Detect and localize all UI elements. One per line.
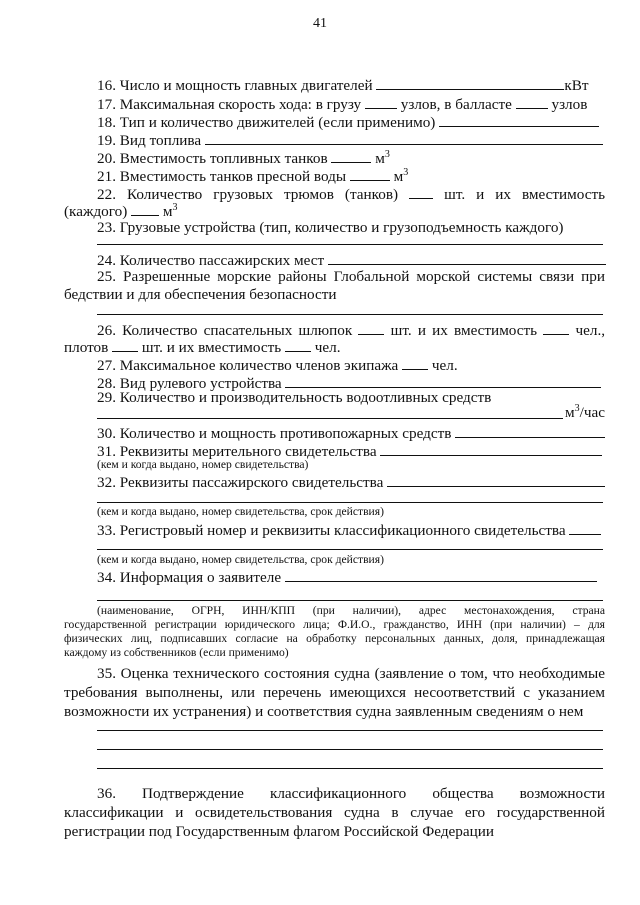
- item-34-note-line3: физических лиц, подписавших согласие на обработку персональных данных, доля, принадлежащая: [64, 632, 605, 645]
- item-32-label: 32. Реквизиты пассажирского свидетельства: [97, 474, 384, 491]
- item-26-label-e: шт. и их вместимость: [141, 339, 282, 356]
- item-17-label-c: узлов: [551, 96, 588, 113]
- item-33-blank[interactable]: [569, 520, 601, 535]
- item-20-unit: м: [375, 150, 385, 167]
- item-27-label-a: 27. Максимальное количество членов экипажа: [97, 357, 399, 374]
- item-35-line3: возможности их устранения) и соответствия судна заявленным сведениям о нем: [64, 703, 584, 720]
- item-17-blank-ballast[interactable]: [516, 94, 548, 109]
- item-22-label-a: 22. Количество грузовых трюмов (танков): [97, 186, 399, 203]
- item-17-label-b: узлов, в балласте: [400, 96, 512, 113]
- item-20: [97, 148, 390, 168]
- item-24-blank[interactable]: [328, 250, 606, 265]
- item-17: [97, 94, 587, 114]
- item-23: [97, 219, 563, 237]
- item-36-line3: регистрации под Государственным флагом Российской Федерации: [64, 823, 495, 840]
- item-34-note-line1: (наименование, ОГРН, ИНН/КПП (при наличии), адрес местонахождения, страна: [97, 604, 605, 617]
- item-22-unit: м: [162, 203, 173, 220]
- item-16: [97, 75, 589, 95]
- item-35-blank-1[interactable]: [97, 730, 603, 731]
- item-28-label: 28. Вид рулевого устройства: [97, 375, 282, 392]
- item-21-unit-sup: 3: [403, 166, 409, 178]
- item-21-blank[interactable]: [350, 166, 390, 181]
- item-19: [97, 130, 603, 150]
- item-26-label-a: 26. Количество спасательных шлюпок: [97, 322, 353, 339]
- item-29-unit-m: м: [565, 404, 575, 421]
- item-32-note: (кем и когда выдано, номер свидетельства, срок действия): [97, 505, 384, 518]
- item-19-blank[interactable]: [205, 130, 603, 145]
- item-26-blank-boat-capacity[interactable]: [543, 320, 569, 335]
- item-22-blank-count[interactable]: [409, 184, 433, 199]
- item-31-blank[interactable]: [380, 441, 602, 456]
- item-20-unit-sup: 3: [384, 148, 390, 160]
- item-36-line1: 36. Подтверждение классификационного общества возможности: [97, 785, 605, 802]
- item-19-label: 19. Вид топлива: [97, 132, 202, 149]
- item-25-line1: 25. Разрешенные морские районы Глобальной морской системы связи при: [97, 268, 605, 285]
- item-29: [97, 389, 491, 407]
- item-35-line1: 35. Оценка технического состояния судна (заявление о том, что необходимые: [97, 665, 605, 682]
- item-24-label: 24. Количество пассажирских мест: [97, 252, 325, 269]
- item-26-label-c: чел.,: [575, 322, 606, 339]
- item-16-label: 16. Число и мощность главных двигателей: [97, 77, 373, 94]
- item-22-line2: [64, 201, 177, 221]
- item-26-blank-rafts[interactable]: [112, 337, 138, 352]
- item-34-blank-2[interactable]: [97, 600, 603, 601]
- item-30: [97, 423, 605, 443]
- item-35-blank-3[interactable]: [97, 768, 603, 769]
- item-31-label: 31. Реквизиты мерительного свидетельства: [97, 443, 377, 460]
- page-number: 41: [313, 16, 327, 31]
- item-20-label: 20. Вместимость топливных танков: [97, 150, 328, 167]
- item-34-label: 34. Информация о заявителе: [97, 569, 282, 586]
- item-22-label-c: (каждого): [64, 203, 128, 220]
- item-34-blank[interactable]: [285, 567, 597, 582]
- item-36-line2: классификации и освидетельствования судна в случае его государственной: [64, 804, 605, 821]
- item-33-label: 33. Регистровый номер и реквизиты классификационного свидетельства: [97, 522, 566, 539]
- item-26-blank-boats[interactable]: [358, 320, 384, 335]
- item-18-blank[interactable]: [439, 112, 599, 127]
- item-22-blank-capacity[interactable]: [131, 201, 159, 216]
- item-23-blank[interactable]: [97, 244, 603, 245]
- item-17-label-a: 17. Максимальная скорость хода: в грузу: [97, 96, 362, 113]
- item-21-label: 21. Вместимость танков пресной воды: [97, 168, 347, 185]
- item-18: [97, 112, 599, 132]
- item-29-unit-tail: /час: [579, 404, 605, 421]
- item-30-blank[interactable]: [455, 423, 605, 438]
- item-33-blank-2[interactable]: [97, 549, 603, 550]
- item-33: [97, 520, 601, 540]
- item-22-unit-sup: 3: [172, 201, 178, 213]
- item-35-line2: требования выполнены, или перечень имеющихся несоответствий с указанием: [64, 684, 605, 701]
- item-29-label: 29. Количество и производительность водоотливных средств: [97, 389, 492, 406]
- item-31-note: (кем и когда выдано, номер свидетельства): [97, 458, 309, 471]
- item-27-blank[interactable]: [402, 355, 428, 370]
- item-32: [97, 472, 605, 492]
- item-21-unit: м: [393, 168, 404, 185]
- item-23-label: 23. Грузовые устройства (тип, количество и грузоподъемность каждого): [97, 219, 564, 236]
- item-33-note: (кем и когда выдано, номер свидетельства, срок действия): [97, 553, 384, 566]
- item-29-blank[interactable]: [97, 418, 563, 419]
- item-34: [97, 567, 597, 587]
- item-25-line2: бедствии и для обеспечения безопасности: [64, 286, 337, 303]
- item-35-blank-2[interactable]: [97, 749, 603, 750]
- item-21: [97, 166, 408, 186]
- item-32-blank[interactable]: [387, 472, 605, 487]
- item-32-blank-2[interactable]: [97, 502, 603, 503]
- item-26-blank-raft-capacity[interactable]: [285, 337, 311, 352]
- item-16-unit: кВт: [564, 77, 589, 94]
- item-29-unit: [565, 404, 605, 422]
- item-26-label-f: чел.: [314, 339, 341, 356]
- item-17-blank-load[interactable]: [365, 94, 397, 109]
- item-20-blank[interactable]: [331, 148, 371, 163]
- item-27: [97, 355, 458, 375]
- item-24: [97, 250, 606, 270]
- item-34-note-line4: каждому из собственников (если применимо): [64, 646, 289, 659]
- item-22-label-b: шт. и их вместимость: [444, 186, 606, 203]
- item-16-blank[interactable]: [376, 75, 564, 90]
- item-34-note-line2: государственной регистрации юридического лица; Ф.И.О., гражданство, ИНН (при наличии) – для: [64, 618, 605, 631]
- item-30-label: 30. Количество и мощность противопожарных средств: [97, 425, 452, 442]
- item-26-line2: [64, 337, 341, 357]
- item-26-label-d: плотов: [64, 339, 109, 356]
- item-27-label-b: чел.: [431, 357, 458, 374]
- item-29-unit-sup: 3: [574, 402, 580, 414]
- item-28-blank[interactable]: [285, 373, 601, 388]
- item-18-label: 18. Тип и количество движителей (если применимо): [97, 114, 436, 131]
- item-25-blank[interactable]: [97, 314, 603, 315]
- item-26-label-b: шт. и их вместимость: [390, 322, 538, 339]
